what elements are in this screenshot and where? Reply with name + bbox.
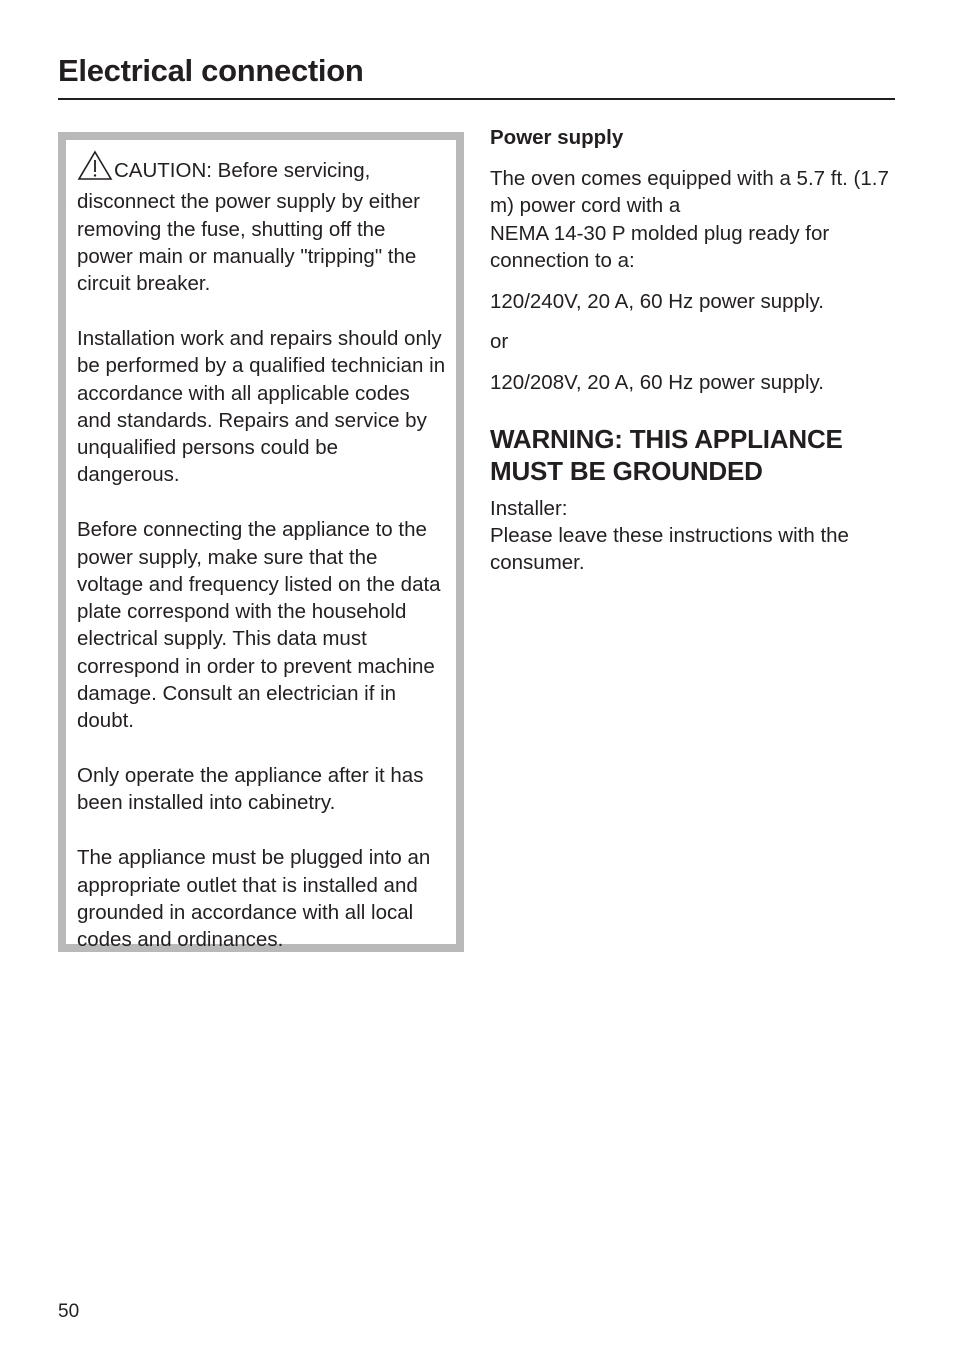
page-number: 50 bbox=[58, 1301, 80, 1322]
warning-triangle-icon bbox=[77, 150, 113, 188]
caution-text: CAUTION: Before servicing, disconnect the power supply by either removing the fuse, shutting off the power main or manually "tripping" the circuit breaker. bbox=[77, 159, 421, 296]
installer-label: Installer: bbox=[490, 496, 568, 520]
caution-paragraph bbox=[77, 150, 446, 297]
cabinetry-paragraph: Only operate the appliance after it has been installed into cabinetry. bbox=[77, 764, 424, 815]
voltage-check-paragraph: Before connecting the appliance to the power supply, make sure that the voltage and frequency listed on the data plate correspond with the household electrical supply. This data must correspond in order to prevent machine damage. Consult an electrician if in doubt. bbox=[77, 518, 441, 733]
power-supply-section bbox=[490, 124, 900, 590]
or-text: or bbox=[490, 330, 509, 354]
page-title: Electrical connection bbox=[58, 53, 364, 88]
power-cord-line: The oven comes equipped with a 5.7 ft. (1.7 m) power cord with a bbox=[490, 167, 889, 218]
installer-text: Please leave these instructions with the consumer. bbox=[490, 523, 849, 575]
plug-line: NEMA 14-30 P molded plug ready for connection to a: bbox=[490, 221, 830, 272]
title-divider bbox=[58, 98, 895, 100]
caution-box bbox=[58, 132, 464, 952]
power-cord-description bbox=[490, 165, 900, 274]
grounding-warning-heading: WARNING: THIS APPLIANCE MUST BE GROUNDED bbox=[490, 423, 843, 487]
supply-option-2: 120/208V, 20 A, 60 Hz power supply. bbox=[490, 371, 824, 395]
power-supply-heading: Power supply bbox=[490, 126, 624, 149]
installation-paragraph: Installation work and repairs should only be performed by a qualified technician in accordance with all applicable codes and standards. Repairs and service by unqualified persons could be dangerous. bbox=[77, 326, 446, 487]
installer-note bbox=[490, 495, 900, 577]
grounding-paragraph: The appliance must be plugged into an appropriate outlet that is installed and grounded in accordance with all local codes and ordinances. bbox=[77, 846, 431, 952]
supply-option-1: 120/240V, 20 A, 60 Hz power supply. bbox=[490, 289, 824, 313]
